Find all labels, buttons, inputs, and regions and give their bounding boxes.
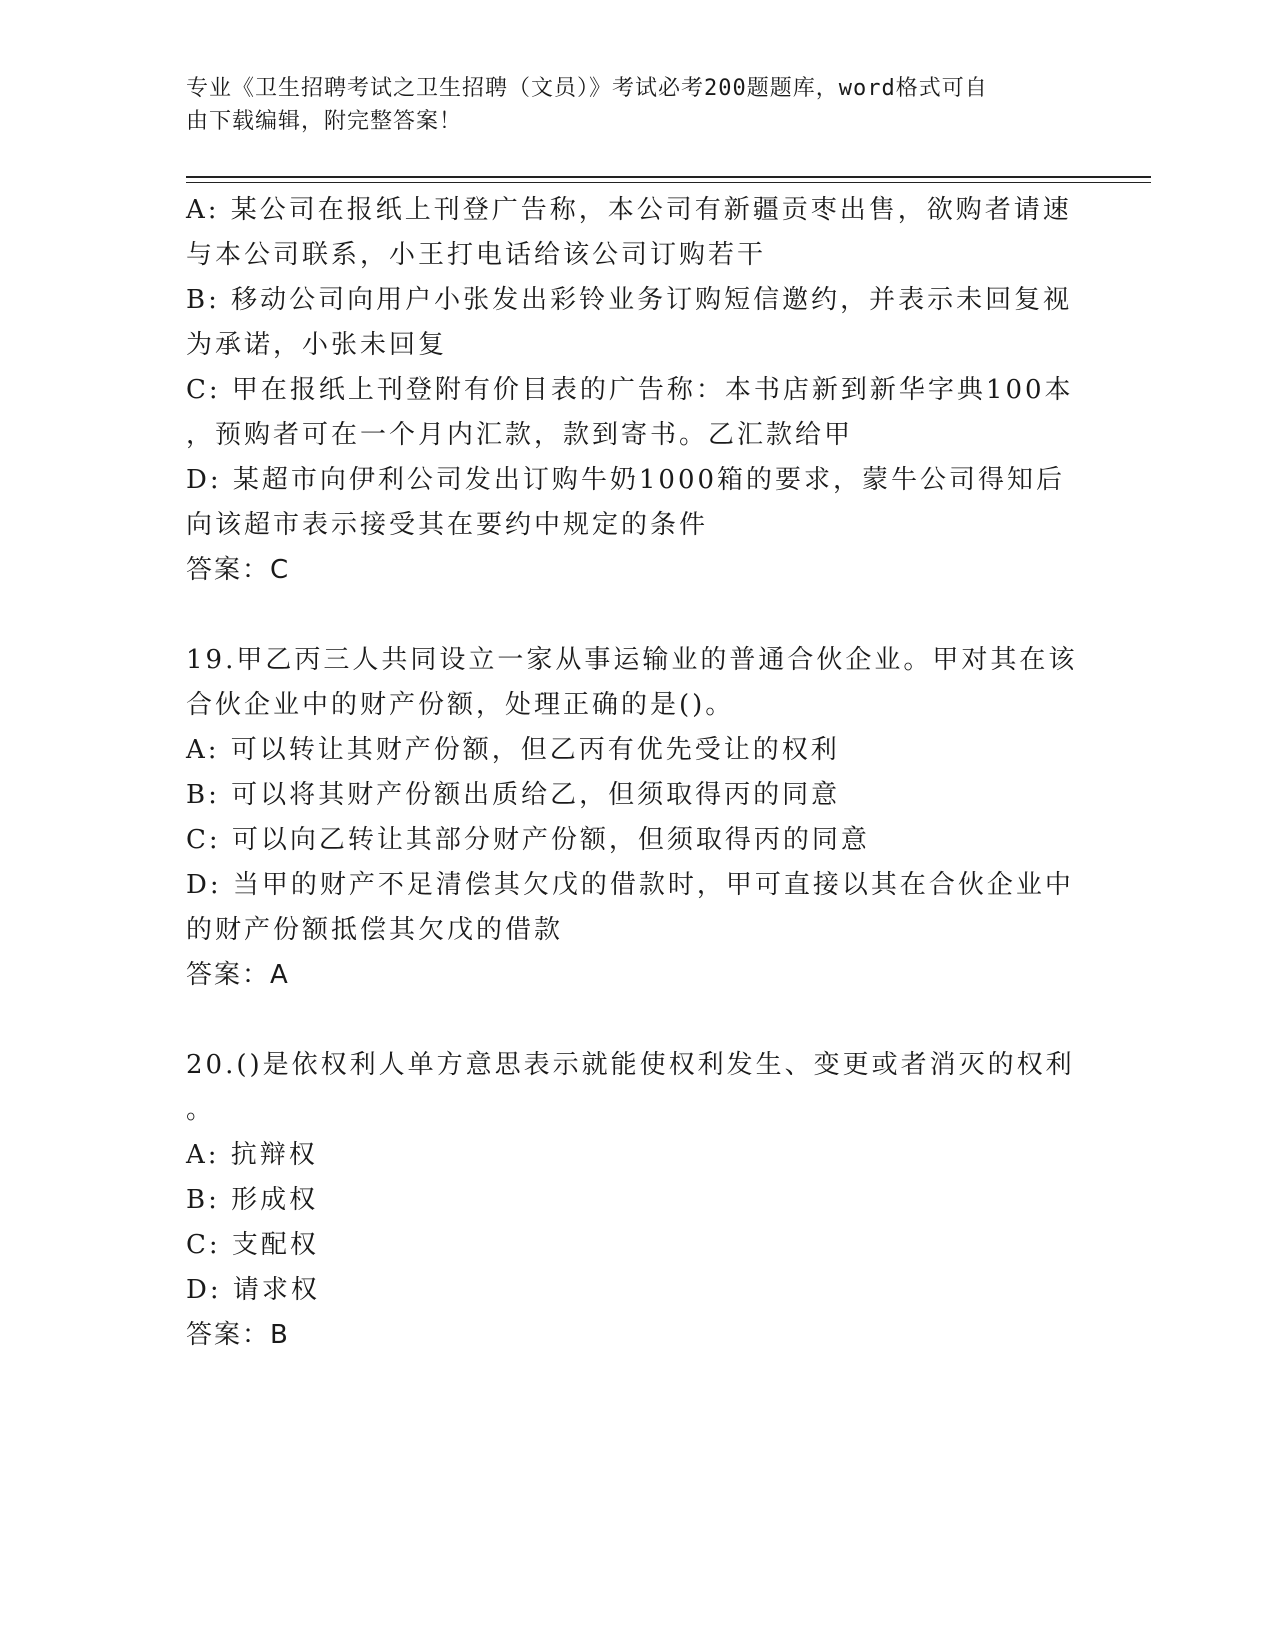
question-list: [186, 188, 1078, 1358]
header-divider-thin: [186, 182, 1151, 183]
option-a-line-1: A: 某公司在报纸上刊登广告称，本公司有新疆贡枣出售，欲购者请速: [186, 195, 1072, 225]
option-c-line-1: C: 甲在报纸上刊登附有价目表的广告称：本书店新到新华字典100本: [186, 375, 1074, 405]
question-19-block: [186, 638, 1078, 998]
header-divider-thick: [186, 176, 1151, 178]
option-b-line-1: B: 移动公司向用户小张发出彩铃业务订购短信邀约，并表示未回复视: [186, 285, 1073, 315]
answer-label: 答案：A: [186, 960, 290, 990]
option-a-line-2: 与本公司联系，小王打电话给该公司订购若干: [186, 240, 767, 270]
option-c: C: 支配权: [186, 1230, 319, 1260]
question-18-block: [186, 188, 1074, 593]
spacer: [186, 998, 1066, 1043]
header-title-line-1: 专业《卫生招聘考试之卫生招聘（文员）》考试必考200题题库，word格式可自: [186, 76, 988, 101]
spacer: [186, 593, 1066, 638]
option-a: A: 可以转让其财产份额，但乙丙有优先受让的权利: [186, 735, 840, 765]
header-title-line-2: 由下载编辑，附完整答案！: [186, 109, 463, 134]
option-a: A: 抗辩权: [186, 1140, 318, 1170]
option-d: D: 请求权: [186, 1275, 320, 1305]
question-stem-line-1: 20.()是依权利人单方意思表示就能使权利发生、变更或者消灭的权利: [186, 1050, 1075, 1080]
question-stem-line-2: 合伙企业中的财产份额，处理正确的是()。: [186, 690, 735, 720]
option-d-line-1: D: 某超市向伊利公司发出订购牛奶1000箱的要求，蒙牛公司得知后: [186, 465, 1066, 495]
option-d-line-1: D: 当甲的财产不足清偿其欠戊的借款时，甲可直接以其在合伙企业中: [186, 870, 1074, 900]
question-stem-line-1: 19.甲乙丙三人共同设立一家从事运输业的普通合伙企业。甲对其在该: [186, 645, 1078, 675]
option-b: B: 形成权: [186, 1185, 319, 1215]
question-stem-line-2: 。: [186, 1095, 216, 1125]
option-c-line-2: ，预购者可在一个月内汇款，款到寄书。乙汇款给甲: [186, 420, 854, 450]
option-c: C: 可以向乙转让其部分财产份额，但须取得丙的同意: [186, 825, 870, 855]
answer-label: 答案：C: [186, 555, 291, 585]
document-header: [186, 72, 1066, 138]
question-20-block: [186, 1043, 1075, 1358]
option-b-line-2: 为承诺，小张未回复: [186, 330, 448, 360]
option-b: B: 可以将其财产份额出质给乙，但须取得丙的同意: [186, 780, 841, 810]
option-d-line-2: 向该超市表示接受其在要约中规定的条件: [186, 510, 709, 540]
option-d-line-2: 的财产份额抵偿其欠戊的借款: [186, 915, 564, 945]
answer-label: 答案：B: [186, 1320, 290, 1350]
